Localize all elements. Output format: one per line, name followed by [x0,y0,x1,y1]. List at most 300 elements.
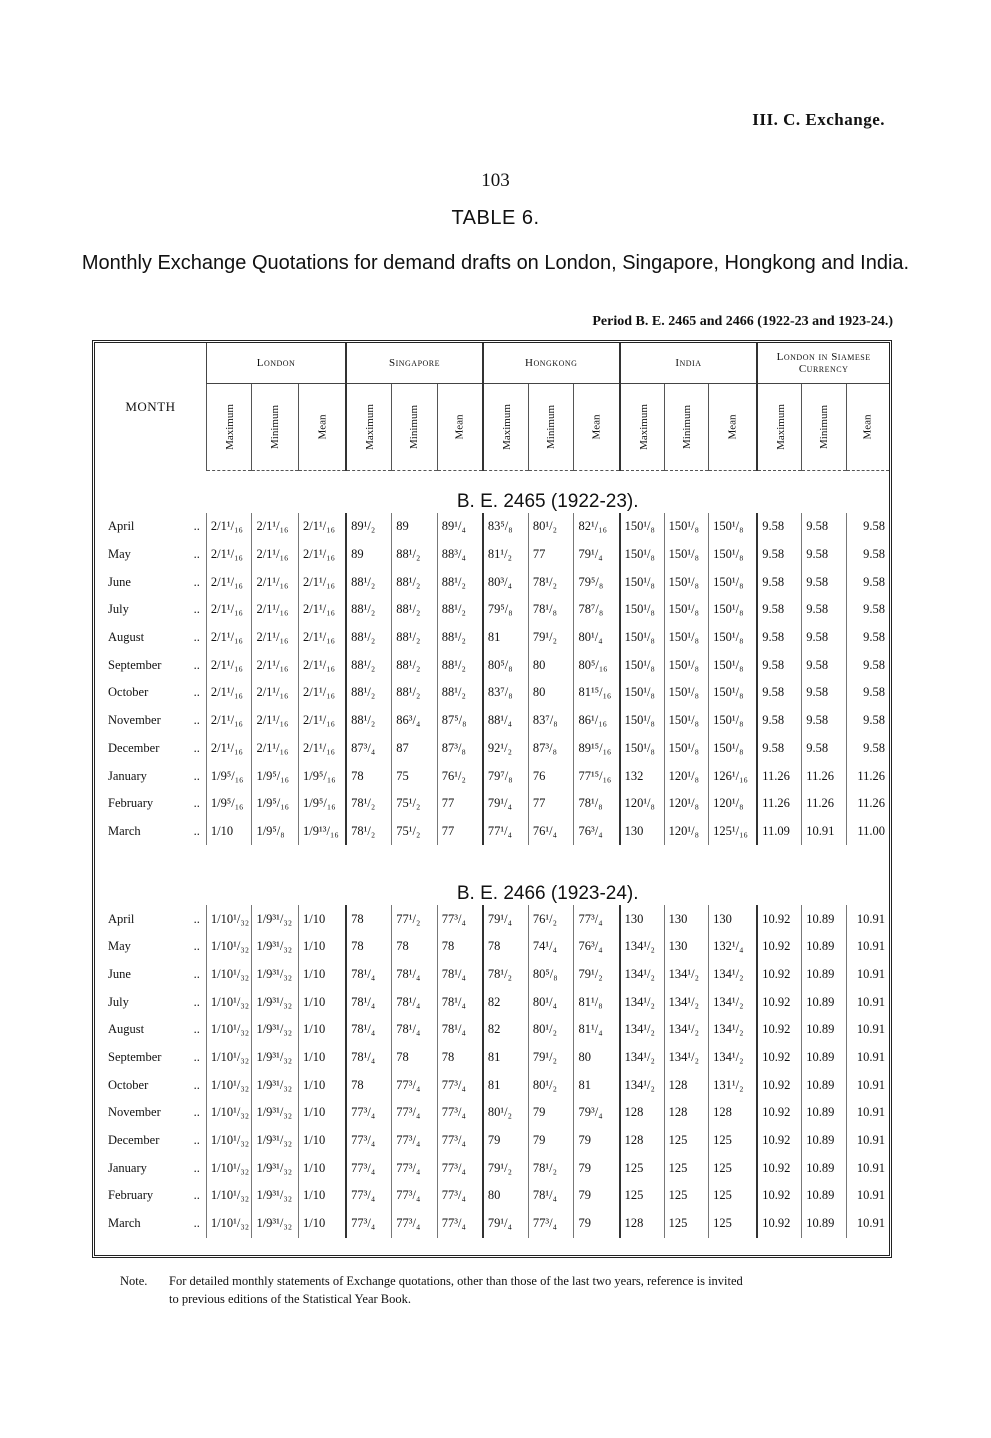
table-row [95,541,889,569]
value-cell: 77³/₄ [574,905,620,933]
leader-dots: .. [193,1188,200,1203]
value-cell: 79¹/₂ [574,961,620,989]
value-cell: 1/9³¹/₃₂ [252,1044,299,1072]
value-cell: 82 [483,988,529,1016]
value-cell: 2/1¹/₁₆ [206,651,252,679]
value-cell: 128 [620,1099,665,1127]
value-cell: 78 [483,933,529,961]
value-cell: 10.92 [757,1071,802,1099]
value-cell: 1/10¹/₃₂ [206,1044,252,1072]
section-heading: B. E. 2465 (1922-23). [456,491,639,512]
value-cell: 78 [346,762,392,790]
value-cell: 10.89 [802,1182,847,1210]
value-cell: 9.58 [846,624,889,652]
value-cell: 125 [664,1154,709,1182]
value-cell: 150¹/₈ [620,568,665,596]
value-cell: 10.91 [846,1210,889,1238]
month-cell [95,818,206,846]
value-cell: 125 [709,1127,758,1155]
leader-dots: .. [193,1077,200,1092]
group-header-hongkong: Hongkong [483,343,620,384]
value-cell: 1/10 [299,1182,347,1210]
value-cell: 9.58 [846,541,889,569]
month-cell [95,961,206,989]
value-cell: 77³/₄ [392,1071,438,1099]
sub-header-label: Mean [453,414,466,440]
value-cell: 1/10¹/₃₂ [206,905,252,933]
sub-header-minimum [528,384,574,471]
table-label: TABLE 6. [451,207,540,229]
month-cell [95,790,206,818]
value-cell: 134¹/₂ [709,988,758,1016]
value-cell: 77¹/₂ [392,905,438,933]
value-cell: 77³/₄ [437,905,483,933]
leader-dots: .. [193,939,200,954]
value-cell: 79⁷/₈ [483,762,529,790]
value-cell: 125 [620,1154,665,1182]
value-cell: 80¹/₄ [574,624,620,652]
month-label: September [108,1050,162,1065]
value-cell: 10.92 [757,905,802,933]
sub-header-maximum [346,384,392,471]
value-cell: 125 [709,1154,758,1182]
value-cell: 1/10 [206,818,252,846]
value-cell: 9.58 [757,679,802,707]
value-cell: 76³/₄ [574,933,620,961]
value-cell: 81 [483,624,529,652]
value-cell: 1/10 [299,1154,347,1182]
value-cell: 88¹/₂ [392,679,438,707]
value-cell: 80 [483,1182,529,1210]
month-label: February [108,1188,154,1203]
value-cell: 2/1¹/₁₆ [299,707,347,735]
value-cell: 78¹/₂ [528,1154,574,1182]
month-label: April [108,911,135,926]
month-label: May [108,547,131,562]
value-cell: 79¹/₄ [483,1210,529,1238]
table-row [95,1127,889,1155]
table-row [95,1099,889,1127]
month-cell [95,735,206,763]
value-cell: 1/10¹/₃₂ [206,1182,252,1210]
sub-header-label: Maximum [364,404,377,450]
value-cell: 9.58 [846,707,889,735]
value-cell: 80¹/₂ [528,1016,574,1044]
value-cell: 9.58 [757,568,802,596]
value-cell: 132¹/₄ [709,933,758,961]
month-cell [95,513,206,541]
value-cell: 128 [664,1071,709,1099]
value-cell: 2/1¹/₁₆ [299,679,347,707]
value-cell: 2/1¹/₁₆ [206,568,252,596]
group-header-india: India [620,343,758,384]
value-cell: 86¹/₁₆ [574,707,620,735]
value-cell: 150¹/₈ [664,624,709,652]
value-cell: 10.92 [757,1210,802,1238]
value-cell: 9.58 [846,568,889,596]
value-cell: 134¹/₂ [664,961,709,989]
leader-dots: .. [193,796,200,811]
value-cell: 150¹/₈ [709,624,758,652]
value-cell: 1/9³¹/₃₂ [252,988,299,1016]
value-cell: 1/9³¹/₃₂ [252,1127,299,1155]
month-label: August [108,630,145,645]
value-cell: 78¹/₄ [392,1016,438,1044]
value-cell: 78 [346,905,392,933]
value-cell: 150¹/₈ [709,541,758,569]
period-label: Period B. E. 2465 and 2466 (1922-23 and 1923-24.) [592,314,893,329]
value-cell: 9.58 [802,596,847,624]
value-cell: 1/10¹/₃₂ [206,1099,252,1127]
value-cell: 134¹/₂ [664,1044,709,1072]
value-cell: 87³/₄ [346,735,392,763]
value-cell: 120¹/₈ [664,818,709,846]
value-cell: 1/10 [299,1210,347,1238]
value-cell: 77³/₄ [346,1127,392,1155]
value-cell: 2/1¹/₁₆ [252,707,299,735]
value-cell: 1/9³¹/₃₂ [252,1071,299,1099]
value-cell: 2/1¹/₁₆ [206,513,252,541]
value-cell: 9.58 [757,735,802,763]
month-label: November [108,1105,161,1120]
value-cell: 9.58 [757,596,802,624]
value-cell: 1/9³¹/₃₂ [252,1099,299,1127]
value-cell: 150¹/₈ [620,651,665,679]
value-cell: 78¹/₄ [437,961,483,989]
month-cell [95,541,206,569]
value-cell: 2/1¹/₁₆ [252,541,299,569]
value-cell: 80¹/₂ [528,513,574,541]
value-cell: 10.91 [802,818,847,846]
value-cell: 2/1¹/₁₆ [252,596,299,624]
table-row [95,735,889,763]
value-cell: 1/9³¹/₃₂ [252,1210,299,1238]
value-cell: 92¹/₂ [483,735,529,763]
sub-header-label: Maximum [223,404,236,450]
value-cell: 131¹/₂ [709,1071,758,1099]
value-cell: 77³/₄ [392,1099,438,1127]
value-cell: 1/10 [299,1016,347,1044]
value-cell: 125 [664,1127,709,1155]
value-cell: 150¹/₈ [620,735,665,763]
month-cell [95,905,206,933]
value-cell: 78¹/₄ [346,1044,392,1072]
value-cell: 80⁵/₈ [528,961,574,989]
value-cell: 79¹/₄ [574,541,620,569]
value-cell: 1/10 [299,905,347,933]
value-cell: 1/10 [299,988,347,1016]
month-label: September [108,657,162,672]
value-cell: 2/1¹/₁₆ [252,624,299,652]
value-cell: 120¹/₈ [664,790,709,818]
value-cell: 10.91 [846,1044,889,1072]
value-cell: 1/10 [299,961,347,989]
value-cell: 89¹/₂ [346,513,392,541]
value-cell: 77³/₄ [437,1071,483,1099]
table-subtitle: Monthly Exchange Quotations for demand drafts on London, Singapore, Hongkong and India. [81,252,910,274]
value-cell: 134¹/₂ [620,988,665,1016]
value-cell: 77³/₄ [392,1182,438,1210]
value-cell: 130 [620,818,665,846]
value-cell: 77¹⁵/₁₆ [574,762,620,790]
value-cell: 1/9⁵/₁₆ [299,762,347,790]
value-cell: 75¹/₂ [392,818,438,846]
value-cell: 150¹/₈ [709,651,758,679]
value-cell: 10.89 [802,1071,847,1099]
month-label: October [108,1077,149,1092]
value-cell: 125 [664,1182,709,1210]
sub-header-maximum [483,384,529,471]
value-cell: 1/10 [299,1044,347,1072]
value-cell: 77³/₄ [437,1099,483,1127]
section-tag: III. C. Exchange. [752,110,885,129]
value-cell: 9.58 [846,651,889,679]
value-cell: 88¹/₂ [392,541,438,569]
month-cell [95,1044,206,1072]
value-cell: 10.91 [846,1154,889,1182]
value-cell: 80¹/₂ [483,1099,529,1127]
value-cell: 77³/₄ [346,1154,392,1182]
value-cell: 77 [528,541,574,569]
value-cell: 76¹/₂ [528,905,574,933]
value-cell: 81 [574,1071,620,1099]
month-label: June [108,574,131,589]
value-cell: 88¹/₄ [483,707,529,735]
value-cell: 134¹/₂ [620,961,665,989]
value-cell: 77³/₄ [437,1210,483,1238]
group-header-london: London [206,343,346,384]
value-cell: 10.91 [846,1182,889,1210]
value-cell: 150¹/₈ [664,735,709,763]
month-label: April [108,519,135,534]
value-cell: 79¹/₂ [483,1154,529,1182]
month-cell [95,988,206,1016]
value-cell: 81¹/₄ [574,1016,620,1044]
sub-header-mean [299,384,347,471]
value-cell: 125 [709,1210,758,1238]
value-cell: 150¹/₈ [664,513,709,541]
value-cell: 75 [392,762,438,790]
month-label: May [108,939,131,954]
month-cell [95,651,206,679]
sub-header-label: Minimum [408,404,421,450]
value-cell: 10.92 [757,1154,802,1182]
value-cell: 1/9¹³/₁₆ [299,818,347,846]
value-cell: 2/1¹/₁₆ [299,513,347,541]
table-row [95,1210,889,1238]
value-cell: 77³/₄ [528,1210,574,1238]
value-cell: 1/10¹/₃₂ [206,1127,252,1155]
value-cell: 2/1¹/₁₆ [299,651,347,679]
value-cell: 2/1¹/₁₆ [252,513,299,541]
sub-header-label: Mean [590,414,603,440]
sub-header-mean [437,384,483,471]
leader-dots: .. [193,1216,200,1231]
value-cell: 10.92 [757,1099,802,1127]
value-cell: 9.58 [846,596,889,624]
table-row [95,1071,889,1099]
month-label: July [108,602,129,617]
value-cell: 2/1¹/₁₆ [299,568,347,596]
value-cell: 88³/₄ [437,541,483,569]
value-cell: 150¹/₈ [664,707,709,735]
value-cell: 126¹/₁₆ [709,762,758,790]
table-row [95,624,889,652]
value-cell: 78 [392,933,438,961]
value-cell: 10.92 [757,988,802,1016]
value-cell: 9.58 [757,624,802,652]
table-row [95,933,889,961]
sub-header-minimum [252,384,299,471]
value-cell: 88¹/₂ [437,679,483,707]
value-cell: 10.89 [802,905,847,933]
value-cell: 2/1¹/₁₆ [252,735,299,763]
value-cell: 150¹/₈ [620,596,665,624]
value-cell: 2/1¹/₁₆ [206,596,252,624]
value-cell: 2/1¹/₁₆ [299,541,347,569]
value-cell: 10.89 [802,1016,847,1044]
value-cell: 150¹/₈ [664,679,709,707]
value-cell: 10.91 [846,1127,889,1155]
value-cell: 79 [528,1099,574,1127]
value-cell: 2/1¹/₁₆ [252,679,299,707]
value-cell: 78¹/₄ [392,988,438,1016]
value-cell: 88¹/₂ [346,624,392,652]
month-label: February [108,796,154,811]
value-cell: 82¹/₁₆ [574,513,620,541]
value-cell: 9.58 [802,707,847,735]
month-cell [95,568,206,596]
value-cell: 1/9⁵/₁₆ [206,790,252,818]
value-cell: 79¹/₄ [483,790,529,818]
value-cell: 120¹/₈ [664,762,709,790]
value-cell: 1/9³¹/₃₂ [252,1154,299,1182]
value-cell: 88¹/₂ [437,596,483,624]
leader-dots: .. [193,1160,200,1175]
value-cell: 128 [709,1099,758,1127]
value-cell: 78 [437,933,483,961]
leader-dots: .. [193,519,200,534]
month-cell [95,1016,206,1044]
value-cell: 77 [437,818,483,846]
value-cell: 125¹/₁₆ [709,818,758,846]
value-cell: 10.91 [846,961,889,989]
table-row [95,1044,889,1072]
month-label: January [108,1160,147,1175]
value-cell: 78¹/₂ [346,790,392,818]
table-row [95,1154,889,1182]
value-cell: 79 [574,1182,620,1210]
value-cell: 77 [528,790,574,818]
value-cell: 89¹/₄ [437,513,483,541]
value-cell: 80 [528,651,574,679]
value-cell: 88¹/₂ [437,568,483,596]
value-cell: 79 [528,1127,574,1155]
month-label: August [108,1022,145,1037]
value-cell: 75¹/₂ [392,790,438,818]
value-cell: 88¹/₂ [392,624,438,652]
value-cell: 9.58 [757,513,802,541]
month-label: January [108,768,147,783]
leader-dots: .. [193,685,200,700]
value-cell: 89¹⁵/₁₆ [574,735,620,763]
group-header-singapore: Singapore [346,343,483,384]
value-cell: 79 [574,1210,620,1238]
value-cell: 10.91 [846,988,889,1016]
value-cell: 134¹/₂ [620,933,665,961]
value-cell: 128 [620,1210,665,1238]
month-cell [95,596,206,624]
value-cell: 11.26 [846,762,889,790]
section-heading-row [95,471,889,514]
leader-dots: .. [193,1022,200,1037]
value-cell: 1/10¹/₃₂ [206,1210,252,1238]
value-cell: 1/9³¹/₃₂ [252,1016,299,1044]
value-cell: 150¹/₈ [664,541,709,569]
value-cell: 77³/₄ [437,1154,483,1182]
value-cell: 9.58 [802,735,847,763]
sub-header-label: Minimum [818,404,831,450]
value-cell: 1/9³¹/₃₂ [252,905,299,933]
value-cell: 134¹/₂ [620,1071,665,1099]
table-row [95,513,889,541]
value-cell: 76³/₄ [574,818,620,846]
value-cell: 1/10 [299,933,347,961]
value-cell: 10.89 [802,1044,847,1072]
section-heading-row [95,863,889,905]
table-row [95,707,889,735]
value-cell: 2/1¹/₁₆ [206,707,252,735]
value-cell: 88¹/₂ [346,651,392,679]
value-cell: 10.91 [846,1071,889,1099]
value-cell: 10.89 [802,988,847,1016]
value-cell: 10.89 [802,933,847,961]
value-cell: 79 [483,1127,529,1155]
leader-dots: .. [193,1133,200,1148]
value-cell: 77³/₄ [392,1154,438,1182]
value-cell: 1/9⁵/₁₆ [206,762,252,790]
leader-dots: .. [193,657,200,672]
value-cell: 80¹/₄ [528,988,574,1016]
value-cell: 10.92 [757,1016,802,1044]
value-cell: 77³/₄ [346,1099,392,1127]
value-cell: 88¹/₂ [392,568,438,596]
leader-dots: .. [193,602,200,617]
leader-dots: .. [193,994,200,1009]
value-cell: 9.58 [846,513,889,541]
value-cell: 11.26 [757,762,802,790]
value-cell: 10.91 [846,905,889,933]
value-cell: 2/1¹/₁₆ [206,679,252,707]
value-cell: 150¹/₈ [620,513,665,541]
value-cell: 10.89 [802,1099,847,1127]
value-cell: 150¹/₈ [664,651,709,679]
leader-dots: .. [193,574,200,589]
value-cell: 77³/₄ [392,1210,438,1238]
value-cell: 2/1¹/₁₆ [206,735,252,763]
value-cell: 1/10¹/₃₂ [206,1016,252,1044]
value-cell: 81 [483,1044,529,1072]
value-cell: 81 [483,1071,529,1099]
value-cell: 11.26 [802,762,847,790]
value-cell: 128 [664,1099,709,1127]
value-cell: 2/1¹/₁₆ [299,735,347,763]
sub-header-maximum [757,384,802,471]
month-cell [95,624,206,652]
value-cell: 78¹/₂ [483,961,529,989]
value-cell: 150¹/₈ [709,735,758,763]
month-cell [95,1099,206,1127]
